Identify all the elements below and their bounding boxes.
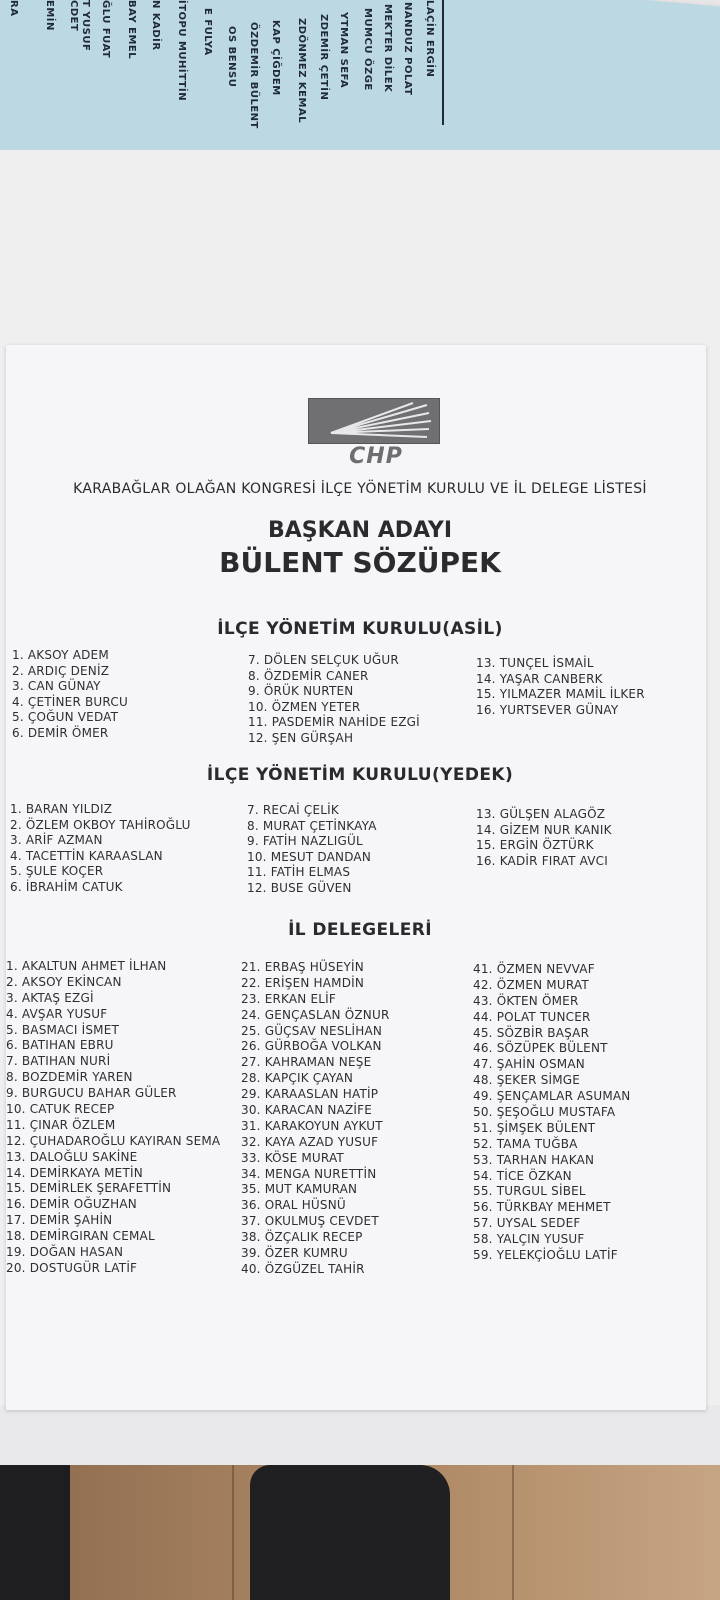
background-name: E FULYA — [202, 8, 213, 56]
list-item: 6. BATIHAN EBRU — [6, 1038, 114, 1053]
list-item: 9. BURGUCU BAHAR GÜLER — [6, 1086, 177, 1101]
list-item: 59. YELEKÇİOĞLU LATİF — [473, 1248, 618, 1263]
list-item: 1. AKALTUN AHMET İLHAN — [6, 959, 167, 973]
list-item: 8. ÖZDEMİR CANER — [248, 668, 369, 683]
list-item: 15. ERGİN ÖZTÜRK — [476, 838, 594, 853]
background-name: ÖZDEMİR BÜLENT — [248, 22, 259, 129]
list-item: 58. YALÇIN YUSUF — [473, 1232, 585, 1247]
delegeler-column-2 — [241, 960, 390, 1278]
list-item: 21. ERBAŞ HÜSEYİN — [241, 960, 364, 974]
list-item: 1. BARAN YILDIZ — [10, 802, 113, 816]
list-item: 7. BATIHAN NURİ — [6, 1054, 111, 1069]
background-name: YTMAN SEFA — [338, 12, 349, 89]
list-item: 46. SÖZÜPEK BÜLENT — [473, 1041, 608, 1056]
background-sheet-rule — [442, 0, 444, 125]
list-item: 26. GÜRBOĞA VOLKAN — [241, 1039, 382, 1054]
list-item: 40. ÖZGÜZEL TAHİR — [241, 1261, 365, 1276]
background-name: MEKTER DİLEK — [382, 4, 393, 93]
list-item: 6. DEMİR ÖMER — [12, 725, 109, 740]
background-name: ĞLU FUAT — [100, 0, 111, 59]
section-title-delegeler: İL DELEGELERİ — [288, 920, 432, 940]
list-item: 19. DOĞAN HASAN — [6, 1245, 124, 1260]
list-item: 14. DEMİRKAYA METİN — [6, 1165, 143, 1180]
list-item: 14. YAŞAR CANBERK — [476, 671, 603, 686]
list-item: 51. ŞİMŞEK BÜLENT — [473, 1120, 596, 1135]
list-item: 12. ÇUHADAROĞLU KAYIRAN SEMA — [6, 1133, 221, 1148]
list-item: 56. TÜRKBAY MEHMET — [473, 1200, 611, 1215]
list-item: 22. ERİŞEN HAMDİN — [241, 975, 365, 990]
list-item: 18. DEMİRGIRAN CEMAL — [6, 1229, 155, 1244]
list-item: 12. BUSE GÜVEN — [247, 880, 352, 895]
list-item: 2. AKSOY EKİNCAN — [6, 974, 122, 989]
trouser-leg-center — [250, 1465, 450, 1600]
list-item: 38. ÖZÇALIK RECEP — [241, 1230, 363, 1245]
list-item: 10. CATUK RECEP — [6, 1102, 115, 1117]
list-item: 20. DOSTUGÜR LATİF — [6, 1260, 138, 1275]
yedek-column-2 — [247, 803, 377, 897]
list-item: 35. MUT KAMURAN — [241, 1182, 358, 1197]
list-item: 37. OKULMUŞ CEVDET — [241, 1214, 379, 1229]
background-name: CDET — [68, 0, 79, 32]
chp-logo — [308, 398, 440, 470]
table-edge — [0, 1405, 720, 1465]
background-sheet-names — [0, 0, 720, 140]
list-item: 14. GİZEM NUR KANIK — [476, 822, 612, 837]
list-item: 8. MURAT ÇETİNKAYA — [247, 818, 377, 833]
document-subtitle: KARABAĞLAR OLAĞAN KONGRESİ İLÇE YÖNETİM KURULU VE İL DELEGE LİSTESİ — [73, 481, 647, 497]
background-name: ZDEMİR ÇETİN — [318, 14, 329, 101]
list-item: 3. CAN GÜNAY — [12, 679, 101, 694]
list-item: 54. TİCE ÖZKAN — [473, 1168, 572, 1183]
background-name: ZDÖNMEZ KEMAL — [296, 18, 307, 124]
list-item: 50. ŞEŞOĞLU MUSTAFA — [473, 1105, 616, 1120]
logo-wordmark: CHP — [349, 444, 403, 469]
six-arrows-icon — [308, 398, 440, 444]
list-item: 13. DALOĞLU SAKİNE — [6, 1149, 138, 1164]
background-name: OS BENSU — [226, 26, 237, 88]
list-item: 24. GENÇASLAN ÖZNUR — [241, 1007, 390, 1022]
list-item: 45. SÖZBİR BAŞAR — [473, 1025, 590, 1040]
list-item: 2. ÖZLEM OKBOY TAHİROĞLU — [10, 817, 191, 832]
list-item: 5. BASMACI İSMET — [6, 1022, 120, 1037]
background-name: N KADİR — [150, 0, 161, 51]
section-title-yedek: İLÇE YÖNETİM KURULU(YEDEK) — [206, 765, 514, 785]
list-item: 3. ARİF AZMAN — [10, 833, 103, 848]
floor-seam — [232, 1465, 234, 1600]
list-item: 4. TACETTİN KARAASLAN — [10, 848, 163, 863]
list-item: 16. YURTSEVER GÜNAY — [476, 702, 619, 717]
candidate-label: BAŞKAN ADAYI — [267, 518, 453, 543]
asil-column-3 — [476, 656, 645, 718]
candidate-name: BÜLENT SÖZÜPEK — [219, 546, 501, 579]
list-item: 9. FATİH NAZLIGÜL — [247, 834, 363, 849]
delegeler-column-1 — [6, 959, 220, 1277]
list-item: 13. TUNÇEL İSMAİL — [476, 656, 594, 670]
list-item: 4. ÇETİNER BURCU — [12, 694, 128, 709]
list-item: 25. GÜÇSAV NESLİHAN — [241, 1023, 383, 1038]
background-name: İTOPU MUHİTTİN — [176, 0, 187, 102]
list-item: 48. ŞEKER SİMGE — [473, 1073, 581, 1088]
list-item: 12. ŞEN GÜRŞAH — [248, 730, 354, 745]
list-item: 10. ÖZMEN YETER — [248, 699, 361, 714]
background-name: KAP ÇİĞDEM — [270, 20, 281, 96]
list-item: 1. AKSOY ADEM — [12, 648, 109, 662]
floor-seam — [512, 1465, 514, 1600]
list-item: 36. ORAL HÜSNÜ — [241, 1198, 346, 1213]
list-item: 4. AVŞAR YUSUF — [6, 1006, 108, 1021]
list-item: 8. BOZDEMİR YAREN — [6, 1070, 133, 1085]
list-item: 39. ÖZER KUMRU — [241, 1246, 348, 1261]
list-item: 5. ŞULE KOÇER — [10, 864, 104, 879]
list-item: 53. TARHAN HAKAN — [473, 1152, 595, 1167]
list-item: 47. ŞAHİN OSMAN — [473, 1057, 585, 1072]
list-item: 7. RECAİ ÇELİK — [247, 803, 339, 817]
background-name: T YUSUF — [80, 0, 91, 52]
list-item: 9. ÖRÜK NURTEN — [248, 684, 354, 699]
list-item: 42. ÖZMEN MURAT — [473, 977, 589, 992]
yedek-column-3 — [476, 807, 612, 869]
list-item: 11. ÇINAR ÖZLEM — [6, 1117, 116, 1132]
background-name: MUMCU ÖZGE — [362, 8, 373, 91]
list-item: 3. AKTAŞ EZGİ — [6, 990, 94, 1005]
list-item: 27. KAHRAMAN NEŞE — [241, 1055, 372, 1070]
list-item: 7. DÖLEN SELÇUK UĞUR — [248, 653, 399, 667]
list-item: 15. DEMİRLEK ŞERAFETTİN — [6, 1181, 172, 1196]
list-item: 11. FATİH ELMAS — [247, 865, 351, 880]
background-name: LAÇİN ERGİN — [424, 0, 435, 78]
list-item: 57. UYSAL SEDEF — [473, 1216, 581, 1231]
list-item: 16. DEMİR OĞUZHAN — [6, 1197, 137, 1212]
list-item: 2. ARDIÇ DENİZ — [12, 663, 110, 678]
yedek-column-1 — [10, 802, 191, 896]
list-item: 49. ŞENÇAMLAR ASUMAN — [473, 1089, 631, 1104]
background-name: EMİN — [44, 0, 55, 31]
list-item: 29. KARAASLAN HATİP — [241, 1087, 379, 1102]
list-item: 23. ERKAN ELİF — [241, 991, 336, 1006]
section-title-asil: İLÇE YÖNETİM KURULU(ASİL) — [217, 619, 503, 639]
list-item: 11. PASDEMİR NAHİDE EZGİ — [248, 715, 420, 730]
background-name: NANDUZ POLAT — [402, 2, 413, 96]
list-item: 15. YILMAZER MAMİL İLKER — [476, 687, 645, 702]
list-item: 30. KARACAN NAZİFE — [241, 1103, 373, 1118]
list-item: 31. KARAKOYUN AYKUT — [241, 1118, 383, 1133]
list-item: 16. KADİR FIRAT AVCI — [476, 853, 608, 868]
asil-column-1 — [12, 648, 128, 742]
list-item: 5. ÇOĞUN VEDAT — [12, 710, 119, 725]
background-name: BAY EMEL — [126, 0, 137, 60]
list-item: 32. KAYA AZAD YUSUF — [241, 1134, 379, 1149]
trouser-leg-left — [0, 1465, 70, 1600]
list-item: 28. KAPÇIK ÇAYAN — [241, 1071, 354, 1086]
list-item: 34. MENGA NURETTİN — [241, 1166, 377, 1181]
list-item: 6. İBRAHİM CATUK — [10, 879, 123, 894]
asil-column-2 — [248, 653, 420, 747]
list-item: 10. MESUT DANDAN — [247, 849, 372, 864]
list-item: 55. TURGUL SİBEL — [473, 1184, 586, 1199]
list-item: 13. GÜLŞEN ALAGÖZ — [476, 807, 606, 821]
list-item: 33. KÖSE MURAT — [241, 1150, 344, 1165]
list-item: 44. POLAT TUNCER — [473, 1009, 591, 1024]
list-item: 17. DEMİR ŞAHİN — [6, 1213, 113, 1228]
delegeler-column-3 — [473, 962, 631, 1264]
list-item: 41. ÖZMEN NEVVAF — [473, 962, 595, 976]
list-item: 52. TAMA TUĞBA — [473, 1136, 578, 1151]
list-item: 43. ÖKTEN ÖMER — [473, 993, 579, 1008]
background-name: RA — [8, 0, 19, 17]
